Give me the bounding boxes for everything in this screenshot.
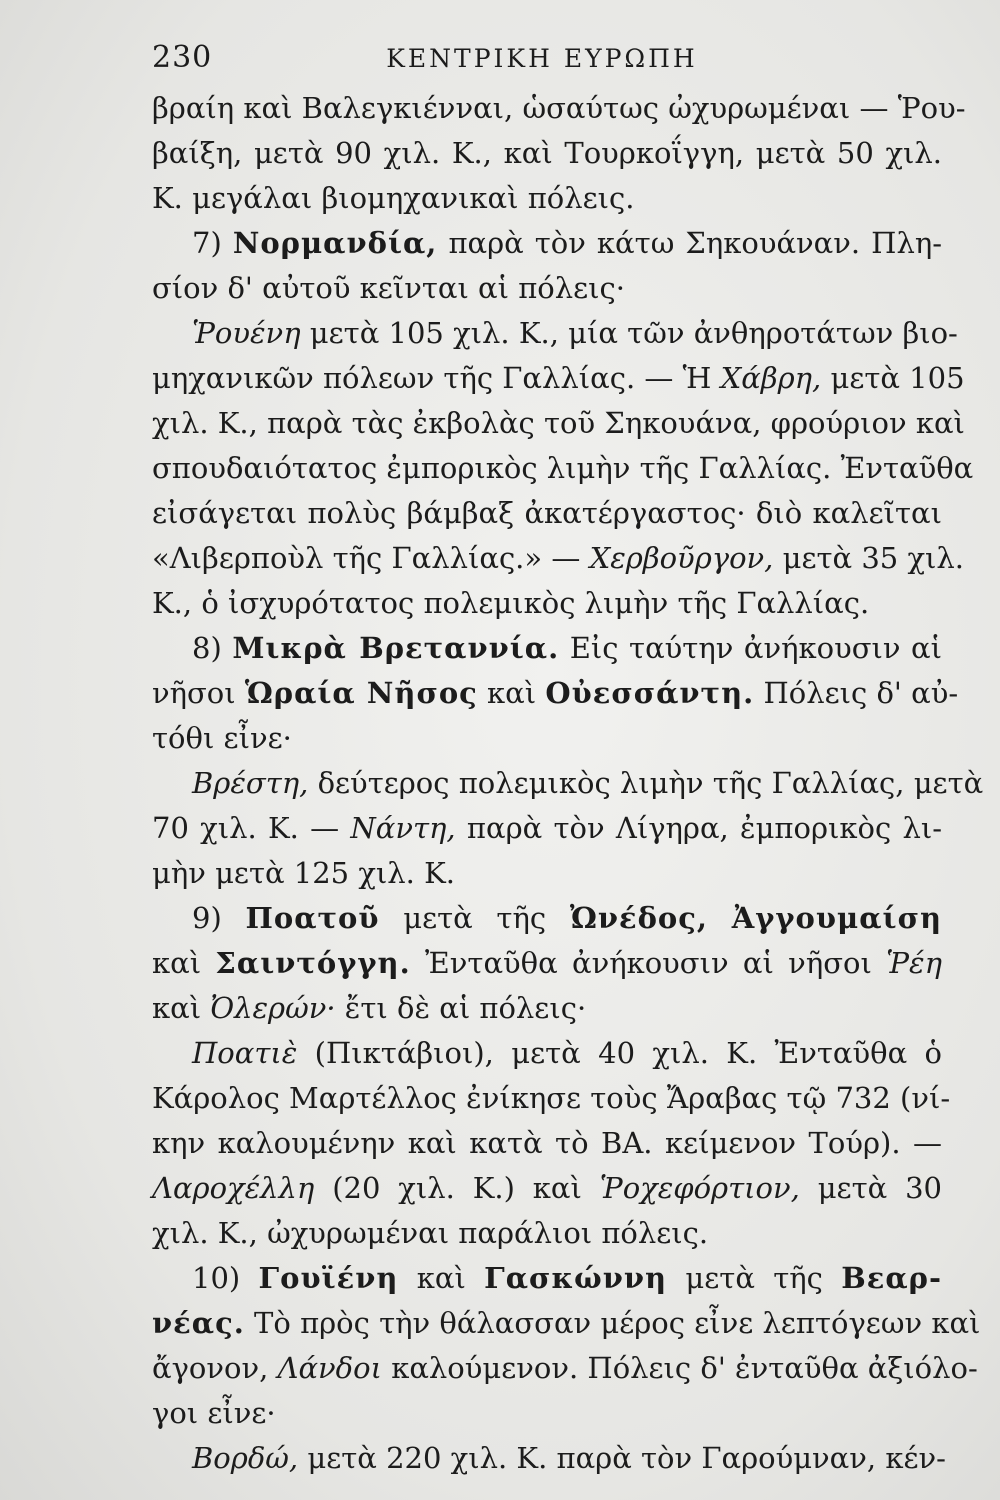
text-line xyxy=(152,806,942,851)
place-name: Ὀλερών· xyxy=(210,991,336,1025)
running-title: ΚΕΝΤΡΙΚΗ ΕΥΡΩΠΗ xyxy=(386,44,698,73)
section-heading: νέας. xyxy=(152,1306,245,1340)
text-line xyxy=(152,356,965,401)
text-run: Ἐνταῦθα ἀνήκουσιν αἱ νῆσοι xyxy=(410,946,887,980)
place-name: Ῥουένη xyxy=(192,316,301,350)
text-line xyxy=(152,536,964,581)
section-heading: Ἀγγουμαίση xyxy=(731,901,943,935)
place-name: Ποατιὲ xyxy=(192,1036,298,1070)
text-run: 9) xyxy=(192,901,246,935)
text-line xyxy=(152,1436,946,1481)
text-line xyxy=(152,761,984,806)
text-line xyxy=(152,86,966,131)
text-line xyxy=(152,1391,942,1436)
text-line xyxy=(152,1166,942,1211)
text-line xyxy=(152,1301,981,1346)
text-run: καὶ xyxy=(152,946,216,980)
text-run: μετὰ 30 xyxy=(799,1171,942,1205)
text-run: καλούμενον. Πόλεις δ' ἐνταῦθα ἀξιόλο- xyxy=(381,1351,978,1385)
text-line xyxy=(152,311,958,356)
text-run xyxy=(708,901,732,935)
place-name: Ῥοχεφόρτιον, xyxy=(599,1171,800,1205)
section-heading: Σαιντόγγη. xyxy=(215,946,411,980)
text-line xyxy=(152,716,942,761)
text-line xyxy=(152,266,942,311)
text-line xyxy=(152,986,942,1031)
text-run: 70 χιλ. Κ. — xyxy=(152,811,351,845)
text-run: κην καλουμένην καὶ κατὰ τὸ ΒΑ. κείμενον Τούρ). — xyxy=(152,1126,942,1160)
text-run: δεύτερος πολεμικὸς λιμὴν τῆς Γαλλίας, μετὰ xyxy=(308,766,984,800)
section-heading: Ὡραία Νῆσος xyxy=(244,676,478,710)
text-line xyxy=(152,626,942,671)
section-heading: Νορμανδία, xyxy=(232,226,438,260)
place-name: Λάνδοι xyxy=(277,1351,382,1385)
place-name: Βορδώ, xyxy=(192,1441,299,1475)
text-run: μετὰ τῆς xyxy=(667,1261,842,1295)
text-run: γοι εἶνε· xyxy=(152,1396,276,1430)
text-run: μετὰ 105 χιλ. Κ., μία τῶν ἀνθηροτάτων βιο- xyxy=(300,316,958,350)
text-line xyxy=(152,491,942,536)
text-run: ἄγονον, xyxy=(152,1351,278,1385)
text-run: (20 χιλ. Κ.) καὶ xyxy=(314,1171,600,1205)
text-run: μετὰ 220 χιλ. Κ. παρὰ τὸν Γαρούμναν, κέν- xyxy=(298,1441,946,1475)
place-name: Ῥέη xyxy=(886,946,942,980)
page-header xyxy=(152,40,932,80)
section-heading: Ποατοῦ xyxy=(245,901,380,935)
text-line xyxy=(152,1346,978,1391)
text-line xyxy=(152,671,959,716)
text-run: μετὰ τῆς xyxy=(379,901,570,935)
text-run: Κ. μεγάλαι βιομηχανικαὶ πόλεις. xyxy=(152,181,635,215)
page-number: 230 xyxy=(152,40,213,75)
place-name: Λαροχέλλη xyxy=(152,1171,315,1205)
text-run: 10) xyxy=(192,1261,259,1295)
place-name: Νάντη, xyxy=(350,811,456,845)
text-run: βραίη καὶ Βαλεγκιένναι, ὡσαύτως ὠχυρωμέναι — Ῥου- xyxy=(152,91,966,125)
text-run: τόθι εἶνε· xyxy=(152,721,292,755)
text-run: καὶ xyxy=(477,676,546,710)
text-line xyxy=(152,581,942,626)
text-line xyxy=(152,1256,942,1301)
section-heading: Γουϊένη xyxy=(258,1261,399,1295)
text-run: σίον δ' αὐτοῦ κεῖνται αἱ πόλεις· xyxy=(152,271,625,305)
text-line xyxy=(152,1076,951,1121)
text-run: καὶ xyxy=(398,1261,485,1295)
text-run: Πόλεις δ' αὐ- xyxy=(754,676,959,710)
text-run: μηχανικῶν πόλεων τῆς Γαλλίας. — Ἡ xyxy=(152,361,721,395)
text-run: ἔτι δὲ αἱ πόλεις· xyxy=(335,991,587,1025)
body-text xyxy=(152,86,984,1481)
text-line xyxy=(152,1211,942,1256)
place-name: Χερβοῦργον, xyxy=(589,541,774,575)
text-run: παρὰ τὸν κάτω Σηκουάναν. Πλη- xyxy=(437,226,942,260)
text-run: σπουδαιότατος ἐμπορικὸς λιμὴν τῆς Γαλλίας. Ἐνταῦθα xyxy=(152,451,974,485)
section-heading: Βεαρ- xyxy=(841,1261,942,1295)
text-run: μετὰ 35 χιλ. xyxy=(773,541,964,575)
text-run: «Λιβερποὺλ τῆς Γαλλίας.» — xyxy=(152,541,590,575)
text-run: μετὰ 105 xyxy=(821,361,965,395)
section-heading: Ὠνέδος, xyxy=(569,901,709,935)
section-heading: Οὐεσσάντη. xyxy=(545,676,755,710)
text-line xyxy=(152,896,942,941)
text-run: χιλ. Κ., παρὰ τὰς ἐκβολὰς τοῦ Σηκουάνα, φρούριον καὶ xyxy=(152,406,965,440)
text-run: Τὸ πρὸς τὴν θάλασσαν μέρος εἶνε λεπτόγεων καὶ xyxy=(244,1306,981,1340)
text-run: εἰσάγεται πολὺς βάμβαξ ἀκατέργαστος· διὸ καλεῖται xyxy=(152,496,942,530)
text-run: Εἰς ταύτην ἀνήκουσιν αἱ xyxy=(559,631,943,665)
text-run: Κ., ὁ ἰσχυρότατος πολεμικὸς λιμὴν τῆς Γαλλίας. xyxy=(152,586,870,620)
text-line xyxy=(152,176,942,221)
text-line xyxy=(152,446,974,491)
text-run: μὴν μετὰ 125 χιλ. Κ. xyxy=(152,856,455,890)
text-line xyxy=(152,1031,942,1076)
text-run: (Πικτάβιοι), μετὰ 40 χιλ. Κ. Ἐνταῦθα ὁ xyxy=(297,1036,942,1070)
text-run: Κάρολος Μαρτέλλος ἐνίκησε τοὺς Ἄραβας τῷ 732 (νί- xyxy=(152,1081,951,1115)
text-line xyxy=(152,401,965,446)
text-run: χιλ. Κ., ὠχυρωμέναι παράλιοι πόλεις. xyxy=(152,1216,709,1250)
text-run: παρὰ τὸν Λίγηρα, ἐμπορικὸς λι- xyxy=(455,811,943,845)
place-name: Βρέστη, xyxy=(192,766,309,800)
text-line xyxy=(152,221,942,266)
text-run: νῆσοι xyxy=(152,676,245,710)
text-line xyxy=(152,941,942,986)
text-run: 7) xyxy=(192,226,233,260)
text-line xyxy=(152,131,942,176)
text-run: καὶ xyxy=(152,991,211,1025)
section-heading: Γασκώννη xyxy=(484,1261,668,1295)
text-run: βαίξη, μετὰ 90 χιλ. Κ., καὶ Τουρκοΐγγη, μετὰ 50 χιλ. xyxy=(152,136,942,170)
text-run: 8) xyxy=(192,631,233,665)
place-name: Χάβρη, xyxy=(720,361,822,395)
text-line xyxy=(152,851,942,896)
section-heading: Μικρὰ Βρεταννία. xyxy=(232,631,560,665)
text-line xyxy=(152,1121,942,1166)
